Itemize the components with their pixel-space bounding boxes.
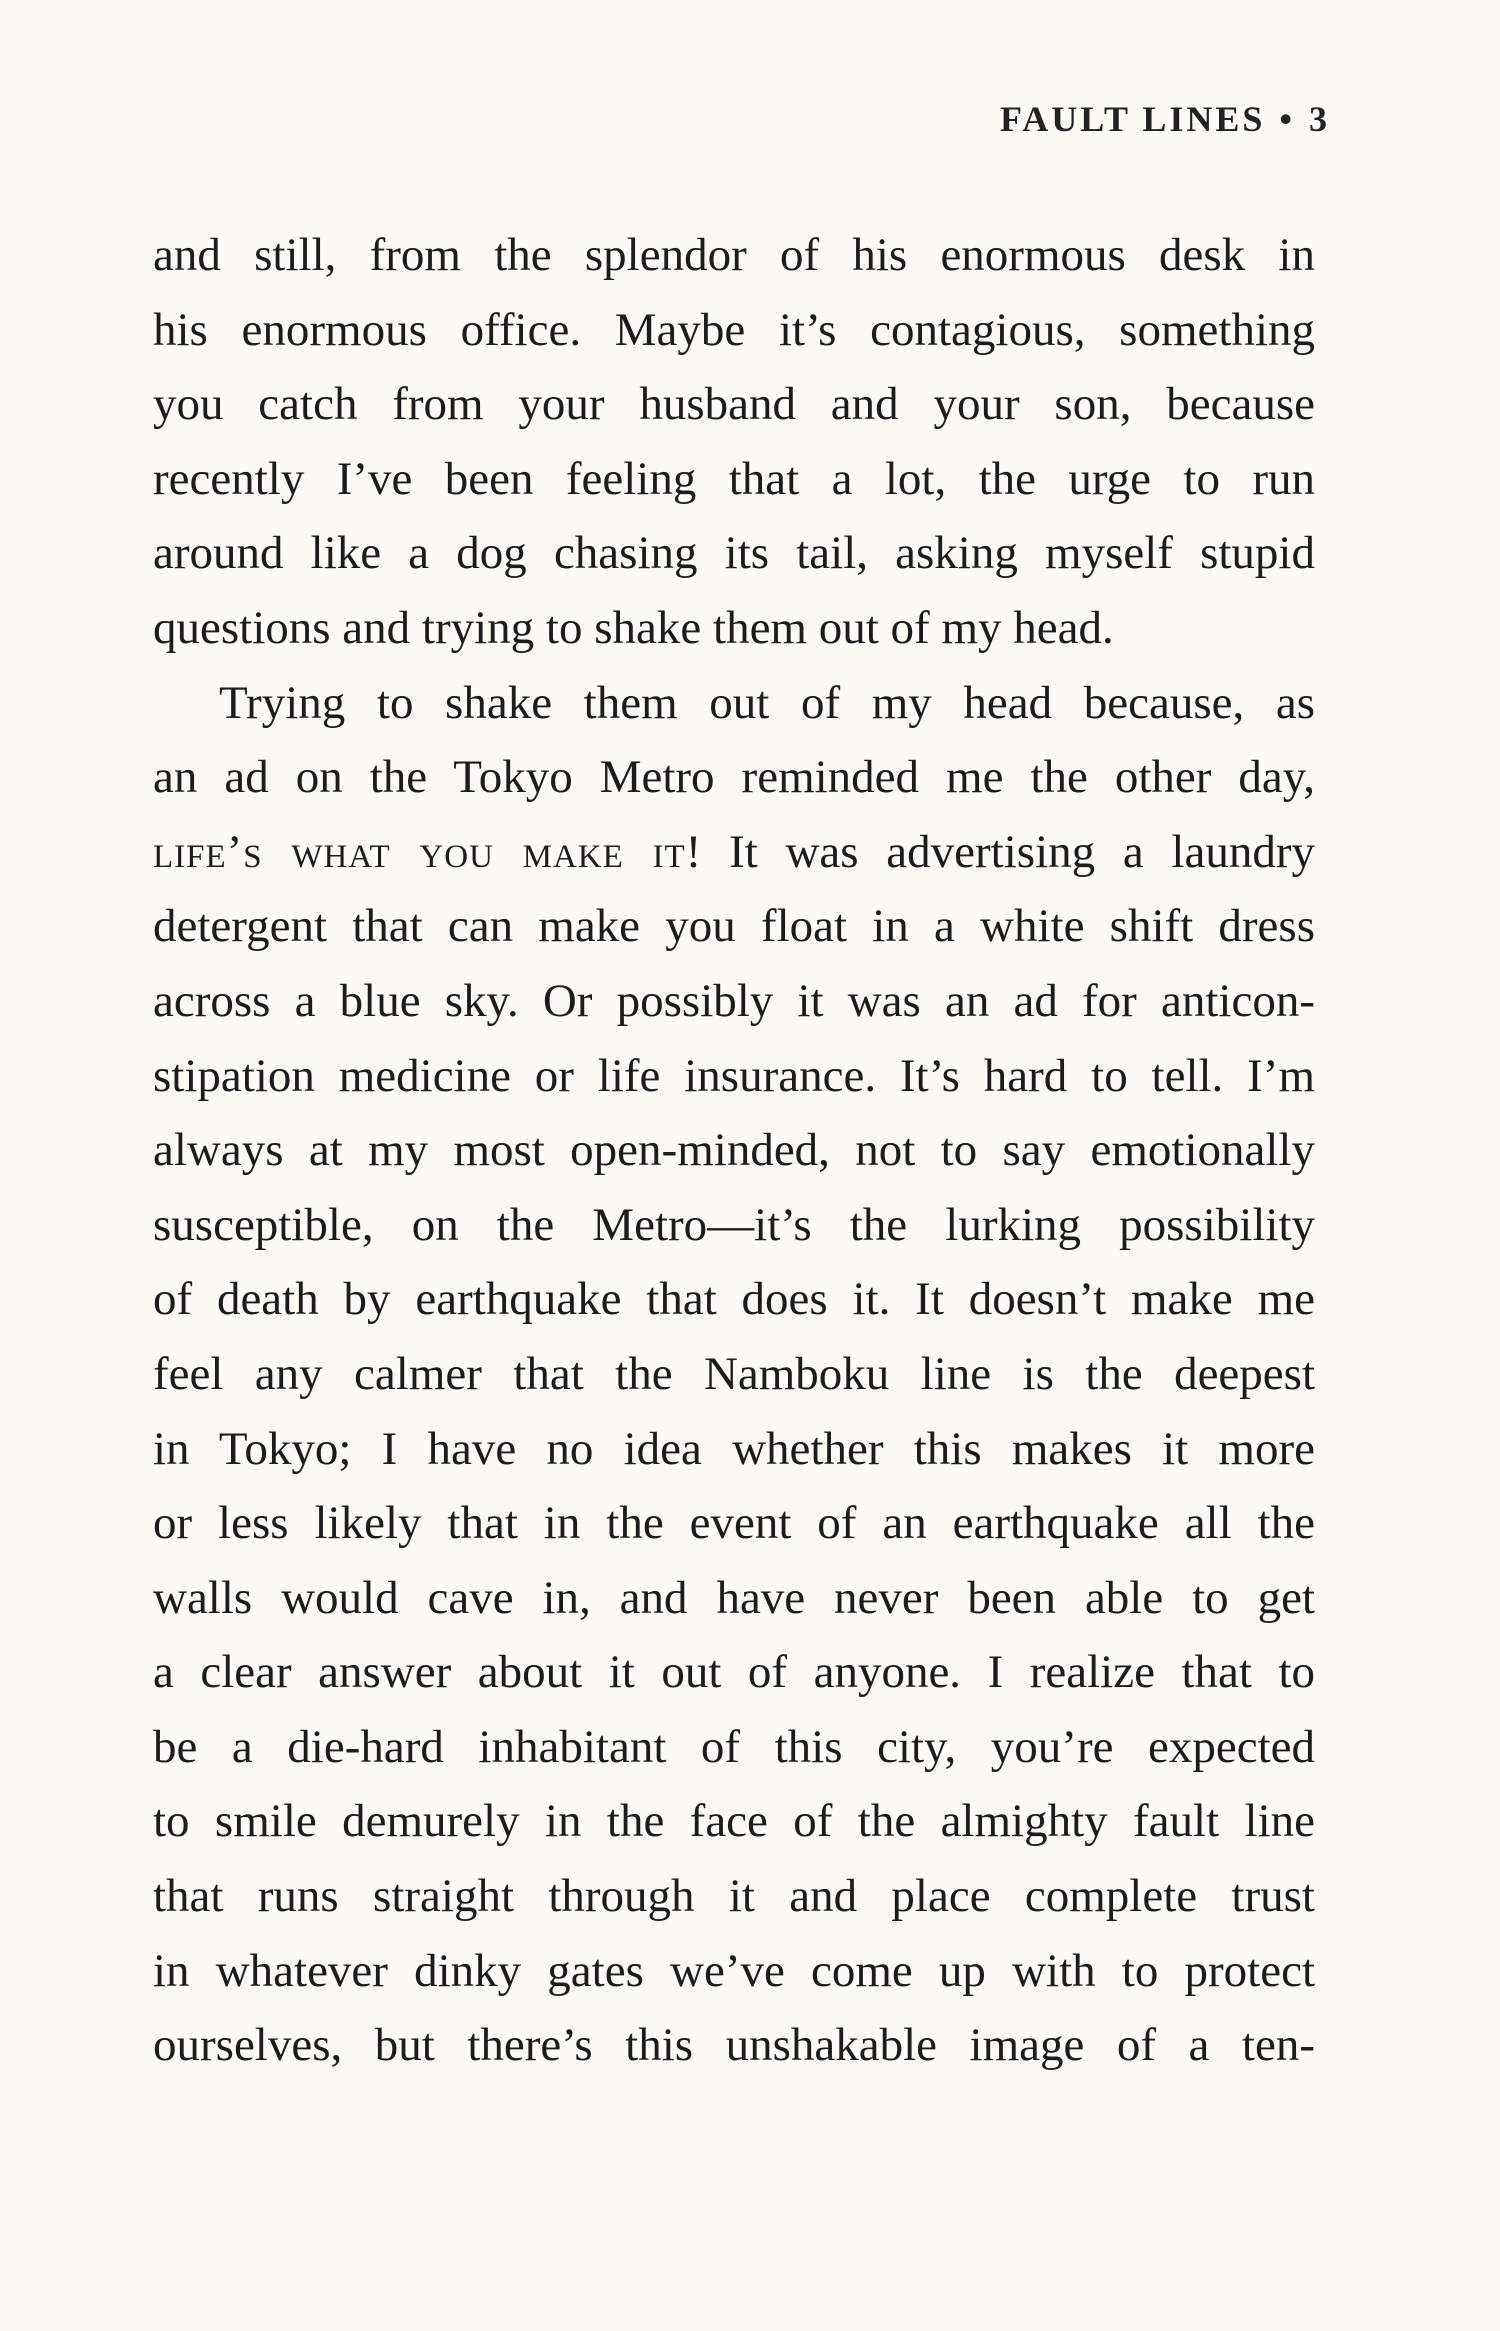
text-line-with-smallcaps — [153, 815, 1315, 890]
paragraph-2 — [153, 666, 1315, 2083]
text-line: feel any calmer that the Namboku line is the deepest — [153, 1347, 1315, 1400]
text-line: and still, from the splendor of his enormous desk in — [153, 229, 1315, 281]
text-line: recently I’ve been feeling that a lot, the urge to run — [153, 452, 1315, 505]
text-line: in whatever dinky gates we’ve come up with to protect — [153, 1944, 1315, 1997]
paragraph-1 — [153, 218, 1315, 666]
text-line: be a die-hard inhabitant of this city, you’re expected — [153, 1720, 1315, 1773]
text-line: that runs straight through it and place complete trust — [153, 1870, 1315, 1923]
text-line: around like a dog chasing its tail, asking myself stupid — [153, 527, 1315, 580]
text-line: you catch from your husband and your son, because — [153, 378, 1315, 431]
body-text — [153, 218, 1315, 2083]
text-line: questions and trying to shake them out of my head. — [153, 601, 1114, 654]
text-line: or less likely that in the event of an earthquake all the — [153, 1497, 1315, 1550]
text-line: in Tokyo; I have no idea whether this makes it more — [153, 1422, 1315, 1475]
text-line: across a blue sky. Or possibly it was an ad for anticon- — [153, 974, 1315, 1027]
text-line: Trying to shake them out of my head because, as — [219, 676, 1315, 729]
text-line: a clear answer about it out of anyone. I realize that to — [153, 1646, 1315, 1699]
page-number: 3 — [1309, 99, 1330, 139]
text-line: susceptible, on the Metro—it’s the lurking possibility — [153, 1198, 1315, 1251]
running-head — [1000, 98, 1330, 140]
text-line: of death by earthquake that does it. It doesn’t make me — [153, 1273, 1315, 1326]
text-line-rest: ! It was advertising a laundry — [685, 825, 1315, 878]
text-line: to smile demurely in the face of the almighty fault line — [153, 1795, 1315, 1848]
text-line: detergent that can make you float in a white shift dress — [153, 900, 1315, 953]
text-line: ourselves, but there’s this unshakable image of a ten- — [153, 2019, 1315, 2072]
text-line: stipation medicine or life insurance. It’s hard to tell. I’m — [153, 1049, 1315, 1102]
smallcaps-slogan: life’s what you make it — [153, 825, 686, 878]
text-line: his enormous office. Maybe it’s contagious, something — [153, 303, 1315, 356]
text-line: walls would cave in, and have never been able to get — [153, 1571, 1315, 1624]
running-head-title: FAULT LINES — [999, 99, 1266, 139]
text-line: always at my most open-minded, not to say emotionally — [153, 1124, 1315, 1177]
text-line: an ad on the Tokyo Metro reminded me the other day, — [153, 751, 1315, 804]
running-head-separator: • — [1279, 99, 1295, 139]
